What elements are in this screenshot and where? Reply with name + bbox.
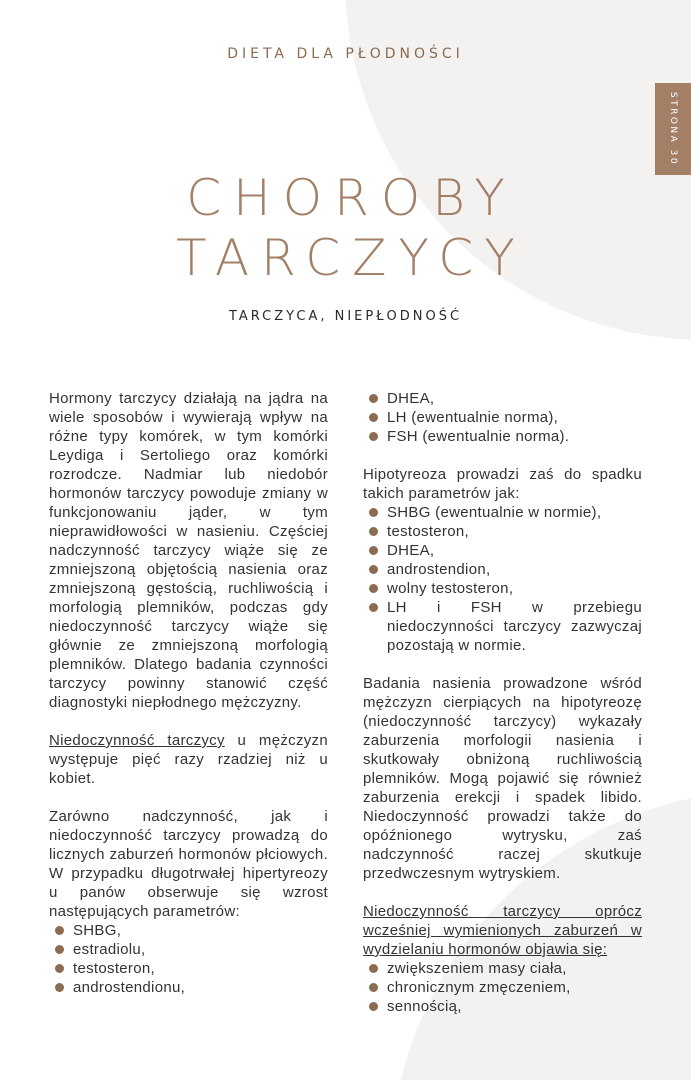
left-column [49,389,328,997]
page-subtitle: TARCZYCA, NIEPŁODNOŚĆ [228,309,463,324]
list-item: SHBG, [49,921,328,940]
list-item: chronicznym zmęczeniem, [363,978,642,997]
list-item: wolny testosteron, [363,579,642,598]
list-item: androstendion, [363,560,642,579]
page-title [0,168,691,288]
paragraph-text: u mężczyzn występuje pięć razy rzadziej niż u kobiet. [49,732,328,787]
paragraph: Badania nasienia prowadzone wśród mężczyzn cierpiących na hipotyreozę (niedoczynność tarczycy) wykazały zaburzenia morfologii nasienia i skutkowały obniżoną ruchliwością plemników. Mogą pojawić się również zaburzenia erekcji i spadek libido. Niedoczynność prowadzi także do opóźnionego wytrysku, zaś nadczynność raczej skutkuje przedwczesnym wytryskiem. [363,675,642,882]
list-item: SHBG (ewentualnie w normie), [363,503,642,522]
right-column [363,389,642,1016]
page-number-tab [655,83,691,175]
bullet-list [363,389,642,446]
page-title-line-1: CHOROBY [186,169,517,227]
bullet-list [363,959,642,1016]
list-item: androstendionu, [49,978,328,997]
list-item: LH i FSH w przebiegu niedoczynności tarczycy zazwyczaj pozostają w normie. [363,598,642,655]
bullet-list [363,503,642,655]
list-item: LH (ewentualnie norma), [363,408,642,427]
page-title-line-2: TARCZYCY [176,229,527,287]
list-item: testosteron, [363,522,642,541]
paragraph: Zarówno nadczynność, jak i niedoczynność tarczycy prowadzą do licznych zaburzeń hormonów płciowych. W przypadku długotrwałej hipertyreozy u panów obserwuje się wzrost następujących parametrów: [49,808,328,920]
list-item: FSH (ewentualnie norma). [363,427,642,446]
running-header: DIETA DLA PŁODNOŚCI [227,46,464,62]
underlined-phrase: Niedoczynność tarczycy [49,732,225,749]
list-item: DHEA, [363,541,642,560]
list-item: zwiększeniem masy ciała, [363,959,642,978]
list-item: DHEA, [363,389,642,408]
list-item: sennością, [363,997,642,1016]
page-number-label: STRONA 30 [668,91,678,167]
underlined-paragraph: Niedoczynność tarczycy oprócz wcześniej wymienionych zaburzeń w wydzielaniu hormonów objawia się: [363,903,642,958]
bullet-list [49,921,328,997]
paragraph: Hipotyreoza prowadzi zaś do spadku takich parametrów jak: [363,466,642,502]
paragraph: Hormony tarczycy działają na jądra na wiele sposobów i wywierają wpływ na różne typy komórek, w tym komórki Leydiga i Sertoliego oraz komórki rozrodcze. Nadmiar lub niedobór hormonów tarczycy powoduje zmiany w funkcjonowaniu jąder, w tym nieprawidłowości w nasieniu. Częściej nadczynność tarczycy wiąże się ze zmniejszoną objętością nasienia oraz zmniejszoną gęstością, ruchliwością i morfologią plemników, podczas gdy niedoczynność tarczycy wiąże się głównie ze zmniejszoną morfologią plemników. Dlatego badania czynności tarczycy powinny stanowić część diagnostyki niepłodnego mężczyzny. [49,390,328,711]
list-item: testosteron, [49,959,328,978]
paragraph [49,731,328,788]
list-item: estradiolu, [49,940,328,959]
